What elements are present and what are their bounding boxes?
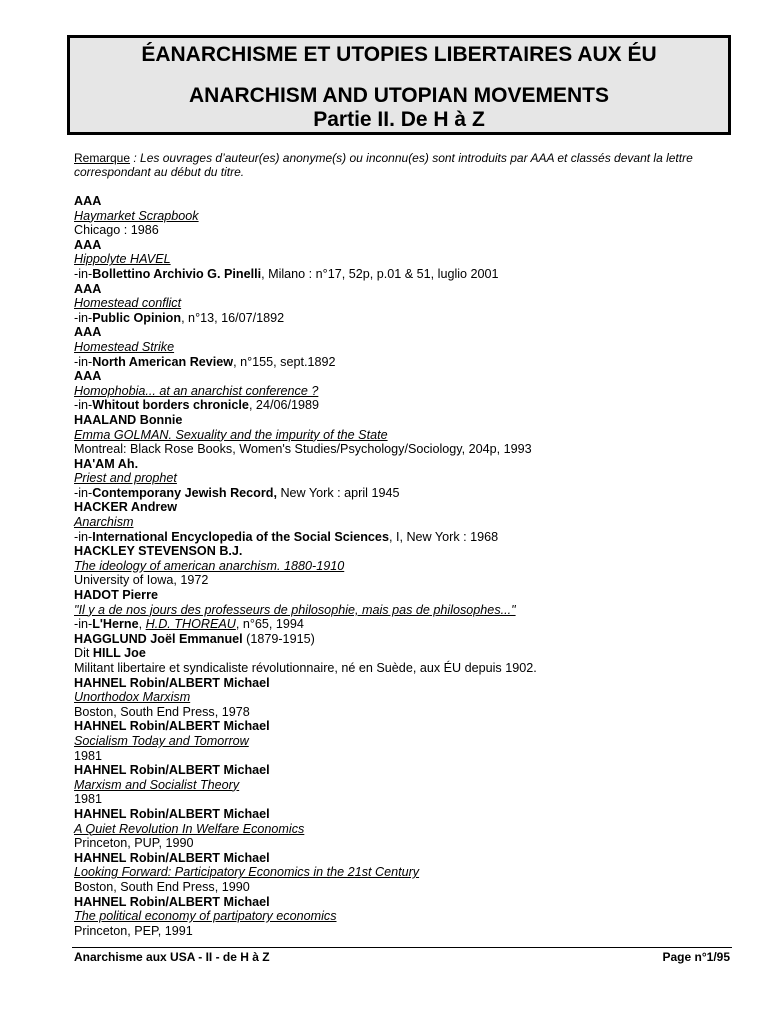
entry-author: AAA — [74, 369, 102, 384]
bibliography-entry — [74, 676, 734, 720]
entry-publication — [74, 398, 734, 413]
entry-author: HADOT Pierre — [74, 588, 158, 603]
entry-publication: Princeton, PUP, 1990 — [74, 836, 194, 851]
entry-author: HA'AM Ah. — [74, 456, 139, 471]
entry-publication-details: , n°65, 1994 — [235, 617, 304, 632]
entry-title: Haymarket Scrapbook — [74, 208, 199, 223]
entry-in-prefix: -in- — [74, 398, 93, 413]
entry-title: Socialism Today and Tomorrow — [74, 733, 249, 748]
entry-title: The political economy of partipatory economics — [74, 909, 337, 924]
bibliography-entry — [74, 544, 734, 588]
entry-publication-details: , I, New York : 1968 — [388, 529, 499, 544]
bibliography-entry — [74, 719, 734, 763]
bibliography-entry — [74, 194, 734, 238]
entry-author: HAHNEL Robin/ALBERT Michael — [74, 894, 270, 909]
entry-publication — [74, 355, 734, 370]
entry-publication: Chicago : 1986 — [74, 223, 159, 238]
entry-author: AAA — [74, 281, 102, 296]
entry-title: A Quiet Revolution In Welfare Economics — [74, 821, 305, 836]
bibliography-entry — [74, 807, 734, 851]
entry-title: Unorthodox Marxism — [74, 690, 191, 705]
entry-publication-details: , n°13, 16/07/1892 — [181, 310, 285, 325]
footer-page-number: Page n°1/95 — [662, 950, 730, 964]
bibliography-entry — [74, 851, 734, 895]
entry-author: HACKLEY STEVENSON B.J. — [74, 544, 243, 559]
entry-periodical: Whitout borders chronicle — [92, 398, 249, 413]
bibliography-entry — [74, 325, 734, 369]
entry-publication — [74, 617, 734, 632]
footer-divider — [72, 947, 732, 948]
entry-publication: 1981 — [74, 792, 103, 807]
entry-in-prefix: -in- — [74, 266, 93, 281]
entry-author: AAA — [74, 194, 102, 208]
bibliography-entry — [74, 282, 734, 326]
entry-author: HAGGLUND Joël Emmanuel — [74, 631, 243, 646]
entry-publication-details: , n°155, sept.1892 — [233, 354, 336, 369]
entry-publication: 1981 — [74, 748, 103, 763]
entry-periodical: International Encyclopedia of the Social Sciences — [92, 529, 389, 544]
entry-title: Homestead conflict — [74, 296, 182, 311]
entry-title: Anarchism — [74, 515, 134, 530]
entry-alias: HILL Joe — [92, 646, 146, 661]
entry-periodical: North American Review — [92, 354, 234, 369]
entry-in-prefix: -in- — [74, 529, 93, 544]
entry-title: Priest and prophet — [74, 471, 177, 486]
entry-publication: Montreal: Black Rose Books, Women's Studies/Psychology/Sociology, 204p, 1993 — [74, 442, 532, 457]
entry-subject-link: H.D. THOREAU — [145, 617, 236, 632]
entry-in-prefix: -in- — [74, 354, 93, 369]
entry-note: Militant libertaire et syndicaliste révolutionnaire, né en Suède, aux ÉU depuis 1902. — [74, 661, 537, 675]
entry-author-dates: (1879-1915) — [242, 631, 315, 646]
entry-alias-line — [74, 646, 734, 661]
entry-publication — [74, 486, 734, 501]
bibliography-entry — [74, 632, 734, 676]
entry-alias-prefix: Dit — [74, 646, 93, 661]
entry-author: HAHNEL Robin/ALBERT Michael — [74, 675, 270, 690]
bibliography-entry — [74, 369, 734, 413]
entry-author: HAALAND Bonnie — [74, 412, 183, 427]
remark-text: : Les ouvrages d’auteur(es) anonyme(s) ou inconnu(es) sont introduits par AAA et classés devant la lettre correspondant au début du titre. — [74, 151, 693, 179]
entry-author: HAHNEL Robin/ALBERT Michael — [74, 850, 270, 865]
entry-publication: University of Iowa, 1972 — [74, 573, 209, 588]
entry-periodical: Bollettino Archivio G. Pinelli — [92, 266, 262, 281]
title-line-3: Partie II. De H à Z — [313, 108, 485, 131]
bibliography-entry — [74, 238, 734, 282]
entry-author: HAHNEL Robin/ALBERT Michael — [74, 719, 270, 734]
entry-publication-details: , 24/06/1989 — [248, 398, 319, 413]
entry-publication — [74, 267, 734, 282]
entry-author-line — [74, 632, 734, 647]
entry-author: HAHNEL Robin/ALBERT Michael — [74, 763, 270, 778]
entry-publication: Boston, South End Press, 1990 — [74, 879, 250, 894]
entry-title: Homophobia... at an anarchist conference ? — [74, 383, 319, 398]
entry-publication-details: New York : april 1945 — [276, 485, 400, 500]
entry-publication: Princeton, PEP, 1991 — [74, 923, 193, 938]
entry-periodical: L'Herne — [92, 617, 139, 632]
entry-publication: Boston, South End Press, 1978 — [74, 704, 250, 719]
entry-title: Looking Forward: Participatory Economics in the 21st Century — [74, 865, 420, 880]
entry-title: Hippolyte HAVEL — [74, 252, 171, 267]
entry-title: The ideology of american anarchism. 1880-1910 — [74, 558, 345, 573]
bibliography-entry — [74, 457, 734, 501]
bibliography-entry — [74, 895, 734, 939]
remark-label: Remarque — [74, 151, 131, 165]
entry-title: Emma GOLMAN. Sexuality and the impurity of the State — [74, 427, 388, 442]
entry-separator: , — [138, 617, 146, 632]
entry-author: AAA — [74, 325, 102, 340]
entry-title: Homestead Strike — [74, 339, 175, 354]
title-line-1: ÉANARCHISME ET UTOPIES LIBERTAIRES AUX ÉU — [141, 43, 657, 66]
entry-author: AAA — [74, 237, 102, 252]
document-title-box — [67, 35, 731, 135]
entry-publication — [74, 311, 734, 326]
entry-author: HACKER Andrew — [74, 500, 178, 515]
entry-in-prefix: -in- — [74, 485, 93, 500]
footer-running-title: Anarchisme aux USA - II - de H à Z — [74, 950, 270, 964]
entry-title: Marxism and Socialist Theory — [74, 777, 240, 792]
remark-note — [74, 151, 724, 179]
entry-periodical: Public Opinion — [92, 310, 182, 325]
bibliography-entry — [74, 588, 734, 632]
bibliography-list — [74, 194, 734, 938]
entry-title: "Il y a de nos jours des professeurs de philosophie, mais pas de philosophes..." — [74, 602, 516, 617]
entry-in-prefix: -in- — [74, 617, 93, 632]
bibliography-entry — [74, 763, 734, 807]
entry-periodical: Contemporany Jewish Record, — [92, 485, 277, 500]
entry-author: HAHNEL Robin/ALBERT Michael — [74, 806, 270, 821]
entry-publication — [74, 530, 734, 545]
title-line-2: ANARCHISM AND UTOPIAN MOVEMENTS — [188, 84, 609, 107]
bibliography-entry — [74, 500, 734, 544]
entry-in-prefix: -in- — [74, 310, 93, 325]
bibliography-entry — [74, 413, 734, 457]
entry-publication-details: , Milano : n°17, 52p, p.01 & 51, luglio 2001 — [261, 266, 499, 281]
